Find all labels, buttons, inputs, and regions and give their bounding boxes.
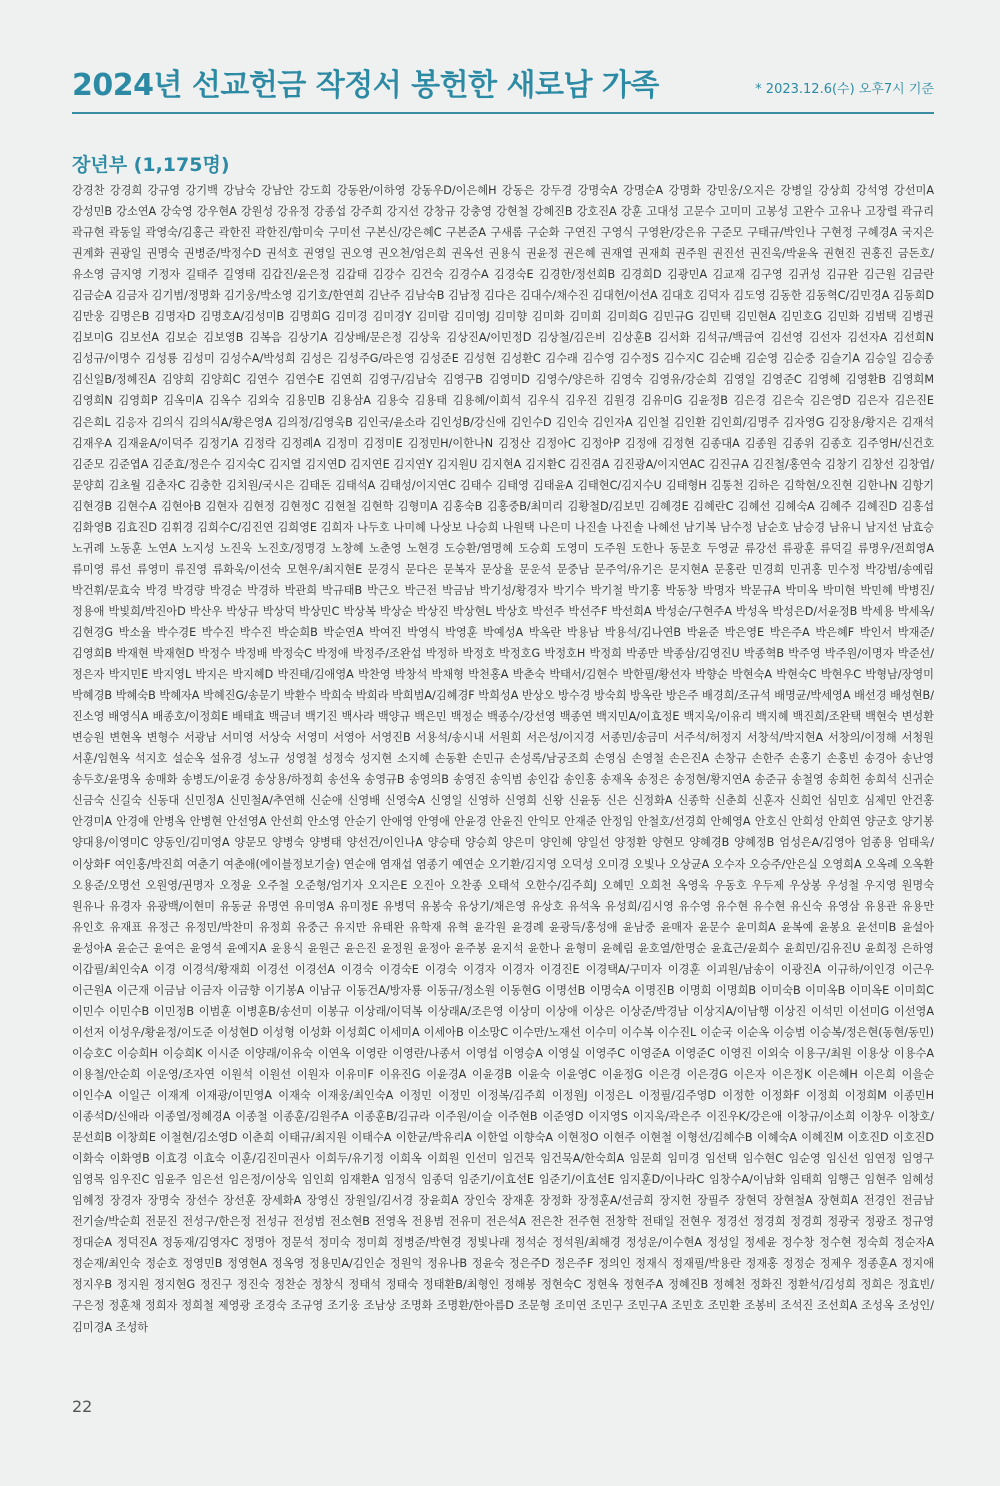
member-name-list: 강경찬 강경희 강규영 강기백 강남숙 강남안 강도희 강동완/이하영 강동우D/이은혜H 강동은 강두경 강명숙A 강명순A 강명화 강민웅/오지은 강병일 강상희 강석영 강선미A 강성민B 강소연A 강숙영 강우현A 강원성 강유정 강종섭 강주희 강지선 강창규 강충영 강현철 강혜진B 강호진A 강훈 고대성 고문수 고미미 고봉성 고완수 고유나 고장렬 곽규리 곽규현 곽동일 곽영숙/김홍근 곽한진 곽한진/함미숙 구미선 구본신/강은혜C 구본준A 구새롬 구순화 구연진 구영식 구영완/강은유 구준모 구태규/박인나 구현정 구혜경A 국지은 권계화 권광일 권명숙 권병준/박정수D 권석호 권영일 권오영 권오천/엄은희 권옥선 권용식 권윤정 권은혜 권재열 권재희 권주원 권진선 권진욱/박윤옥 권현진 권홍진 금돈호/유소영 금지영 기정자 길태주 길영태 김갑진/윤은정 김갑태 김강수 김건숙 김경수A 김경숙E 김경한/정선희B 김경희D 김광민A 김교재 김구영 김귀성 김규완 김근원 김금란 김금순A 김금자 김기범/정명화 김기웅/박소영 김기호/한연희 김난주 김남숙B 김남정 김다은 김대수/채수진 김대헌/이선A 김대호 김덕자 김도영 김동한 김동혁C/김민경A 김동희D 김만웅 김명은B 김명자D 김명호A/김성미B 김명희G 김미경 김미경Y 김미람 김미영J 김미향 김미화 김미희 김미희G 김민규G 김민택 김민현A 김민호G 김민화 김범택 김병권 김보미G 김보선A 김보순 김보영B 김복음 김상기A 김상배/문은정 김상욱 김상진A/이민정D 김상철/김은비 김상훈B 김서화 김석규/백금여 김선영 김선자 김선자A 김선희N 김성규/이명수 김성룡 김성미 김성수A/박성희 김성은 김성주G/라은영 김성준E 김성현 김성환C 김수래 김수영 김수정S 김수지C 김순배 김순영 김순중 김슬기A 김승일 김승종 김신일B/정혜진A 김양희 김양희C 김연수 김연수E 김연희 김영구/김남숙 김영구B 김영미D 김영수/양은하 김영숙 김영유/강순희 김영일 김영준C 김영혜 김영환B 김영희M 김영희N 김영희P 김옥미A 김옥수 김외숙 김용민B 김용삼A 김용숙 김용태 김용혜/이희석 김우식 김우진 김원경 김유미G 김윤정B 김은경 김은숙 김은영D 김은자 김은진E 김은희L 김응자 김의식 김의식A/황은영A 김의정/김영욱B 김인국/윤소라 김인성B/강신애 김인수D 김인숙 김인자A 김인철 김인환 김인희/김명주 김자영G 김장용/황지은 김재석 김재우A 김재윤A/이덕주 김정기A 김정락 김정례A 김정미 김정미E 김정민H/이한나N 김정산 김정아C 김정아P 김정애 김정현 김종대A 김종원 김종위 김종호 김주영H/신건호 김준모 김준엽A 김준효/정은수 김지숙C 김지열 김지연D 김지연E 김지연Y 김지원U 김지현A 김지환C 김진겸A 김진광A/이지연AC 김진규A 김진철/홍연숙 김창기 김창선 김창엽/문양희 김초월 김춘자C 김충한 김치원/국시은 김태돈 김태석A 김태성/이지연C 김태수 김태영 김태윤A 김태현C/김지수U 김태형H 김통천 김하은 김학현/오진현 김한나N 김항기 김현경B 김현수A 김현아B 김현자 김현정 김현정C 김현철 김현학 김형미A 김홍숙B 김홍중B/최미리 김황철D/김보민 김혜경E 김혜란C 김혜선 김혜숙A 김혜주 김혜진D 김홍섭 김화영B 김효진D 김휘경 김희수C/김진연 김희영E 김희자 나두호 나미혜 나상보 나승희 나원택 나은미 나진솔 나진솔 나혜선 남기복 남수정 남순호 남승경 남유니 남지선 남효승 노귀례 노동훈 노연A 노지성 노진욱 노진호/정명경 노창혜 노춘영 노현경 도승환/염명혜 도승희 도영미 도주원 도한나 동문호 두영균 류강선 류광훈 류덕길 류명우/전희영A 류미영 류선 류영미 류진영 류화욱/이선숙 모현우/최지현E 문경식 문다은 문복자 문상율 문운석 문중남 문주억/유기은 문지현A 문홍란 민경희 민귀홍 민수정 박강범/송예림 박건휘/문효숙 박경 박경량 박경순 박경하 박관희 박규태B 박근오 박근전 박금남 박기성/황경자 박기수 박기철 박기홍 박동창 박명자 박문규A 박미옥 박미현 박민혜 박병진/정용애 박빛희/박진아D 박산우 박상규 박상덕 박상민C 박상복 박상순 박상진 박상현L 박상호 박선주 박선주F 박선희A 박성순/구현주A 박성옥 박성은D/서윤정B 박세용 박세옥/김현경G 박소율 박수경E 박수진 박수진 박순희B 박순연A 박여진 박영식 박영훈 박예성A 박옥란 박용남 박용석/김나연B 박윤준 박은영E 박은주A 박은혜F 박인서 박재준/김영희B 박재현 박재현D 박정수 박정배 박정숙C 박정애 박정주/조완섭 박정하 박정호 박정호G 박정호H 박정희 박종만 박종삼/김영진U 박종혁B 박주영 박주원/이명자 박준선/정은자 박지민E 박지영L 박지은 박지혜D 박진태/김애영A 박찬영 박창석 박채형 박천홍A 박춘숙 박태서/김현수 박한필/황선자 박향순 박현숙A 박현숙C 박현우C 박형남/장영미 박혜경B 박혜숙B 박혜자A 박혜진G/송문기 박환수 박희숙 박희라 박희범A/김혜경F 박희성A 반상오 방수경 방숙희 방옥란 방은주 배경희/조규석 배명균/박세영A 배선경 배성현B/진소영 배영식A 배종호/이정희E 배태효 백금녀 백기진 백사라 백양규 백은민 백정순 백종수/강선영 백종연 백지민A/이효정E 백지욱/이유리 백지혜 백진희/조완택 백현숙 변성환 변승원 변현옥 변형수 서광남 서미영 서상숙 서영미 서영아 서영진B 서용석/송시내 서원희 서은성/이지경 서종민/송금미 서주석/허정지 서창석/박지현A 서창의/이정해 서청원 서훈/임현옥 석지호 설순옥 설유경 성노규 성영철 성정숙 성지현 소지혜 손동환 손민규 손성록/남궁조희 손영심 손영철 손은진A 손창규 손한주 손홍기 손홍빈 송경아 송난영 송두호/윤명옥 송매화 송병도/이윤경 송상용/하정희 송선옥 송영규B 송영의B 송영진 송익범 송인갑 송인홍 송재옥 송정은 송정현/황지연A 송준규 송철영 송희헌 송희석 신귀순 신금숙 신길숙 신동대 신민정A 신민철A/추연해 신순애 신영배 신영숙A 신영일 신영하 신영희 신왕 신윤동 신은 신정화A 신종학 신춘희 신훈자 신희언 심민호 심제민 안건홍 안경미A 안경애 안병옥 안병현 안선영A 안선희 안소영 안순기 안애영 안영애 안윤경 안윤진 안익모 안재준 안정임 안철호/선경희 안혜영A 안호신 안희성 안희연 양군호 양기봉 양대용/이영미C 양동인/김미영A 양문모 양병숙 양병태 양선건/이인나A 양승태 양승희 양은미 양인혜 양일선 양정환 양현모 양혜경B 양혜정B 엄성은A/김영아 엄종용 엄태욱/이상화F 여인홍/박진희 여춘기 여춘애(에이블정보기술) 연순애 염재섭 염종기 예연순 오기환/김지영 오덕성 오미경 오빛나 오상균A 오수자 오승주/안은실 오영희A 오옥례 오옥환 오용준/오명선 오원영/권명자 오정윤 오주철 오준형/엄기자 오지은E 오진아 오찬종 오태석 오한수/김주희J 오혜민 오희천 옥영욱 우동호 우두제 우상봉 우성철 우지영 원명숙 원유나 유경자 유광백/이현미 유동균 유명연 유미영A 유미정E 유병덕 유봉숙 유상기/채은영 유상호 유석옥 유성희/김시영 유수영 유수현 유수현 유신숙 유영삼 유용관 유용만 유인호 유재표 유정근 유정민/박찬미 유정희 유중근 유지만 유태완 유학재 유혁 윤각원 윤경례 윤광득/홍성애 윤남중 윤매자 윤문수 윤미희A 윤복예 윤봉요 윤선미B 윤설아 윤성아A 윤순근 윤여은 윤영석 윤예지A 윤용식 윤원근 윤은진 윤정원 윤정아 윤주봉 윤지석 윤한나 윤형미 윤혜림 윤호열/한명순 윤효근/윤희수 윤희민/김유진U 윤희정 은하영 이갑필/최인숙A 이경 이경석/황재희 이경선 이경선A 이경숙 이경숙E 이경숙 이경자 이경자 이경진E 이경택A/구미자 이경훈 이괴원/남송이 이광진A 이규하/이인경 이근우 이근원A 이근재 이금남 이금자 이금향 이기봉A 이남규 이동건A/방자룡 이동규/정소원 이동현G 이명선B 이명숙A 이명진B 이명희 이명희B 이미숙B 이미옥B 이미옥E 이미희C 이민수 이민수B 이민정B 이범훈 이병훈B/송선미 이봉규 이상래/이덕복 이상래A/조은영 이상미 이상애 이상은 이상준/박경남 이상지A/이남행 이상진 이석민 이선미G 이선영A 이선저 이성우/황윤정/이도준 이성현D 이성형 이성화 이성희C 이세미A 이세아B 이소망C 이수만/노재선 이수미 이수복 이수진L 이순국 이순옥 이승범 이승복/정은현(동현/동민) 이승호C 이승희H 이승희K 이시준 이양래/이유숙 이연옥 이영란 이영란/나종서 이영섭 이영승A 이영실 이영주C 이영준A 이영준C 이영진 이외숙 이용구/최원 이용상 이용수A 이용철/안순희 이운영/조자연 이원석 이원선 이원자 이유미F 이유진G 이윤경A 이윤경B 이윤숙 이윤영C 이윤정G 이은경 이은경G 이은자 이은정K 이은혜H 이은희 이을순 이인수A 이일근 이재계 이재광/이민영A 이재숙 이재웅/최인숙A 이정민 이정민 이정복/김주희 이정원J 이정은L 이정필/김주영D 이정한 이정화F 이정희 이정희M 이종민H 이종석D/신애라 이종열/정혜경A 이종철 이종훈/김원주A 이종훈B/김규라 이주원/이슬 이주현B 이준영D 이지영S 이지욱/곽은주 이진우K/강은애 이창규/이소희 이창우 이창호/문선희B 이창희E 이철현/김소영D 이춘희 이태규/최지원 이태수A 이한균/박유리A 이한얼 이향숙A 이현정O 이현주 이현철 이형선/김혜수B 이혜숙A 이혜진M 이호진D 이호진D 이화숙 이화영B 이효경 이효숙 이훈/김진미권사 이희두/유기정 이희옥 이희원 인선미 임건묵 임건묵A/한숙희A 임문희 임미경 임선택 임수현C 임순영 임신선 임연정 임영구 임영목 임우진C 임윤주 임은선 임은정/이상욱 임인희 임재환A 임정식 임종덕 임준기/이효선E 임준기/이효선E 임지훈D/이나라C 임창수A/이남화 임태희 임행근 임현주 임혜성 임혜정 장경자 장명숙 장선수 장선훈 장세화A 장영신 장원일/김서경 장윤희A 장인숙 장재훈 장정화 장정훈A/선금희 장지헌 장필주 장현덕 장현철A 장현희A 전경인 전금남 전기술/박순희 전문진 전성구/한은정 전성규 전성범 전소현B 전영옥 전용범 전유미 전은석A 전은찬 전주현 전창학 전태일 전현우 정경선 정경희 정경희 정광국 정광조 정규영 정대순A 정덕진A 정동재/김영자C 정명아 정문석 정미숙 정미희 정병준/박현경 정빛나래 정석순 정석원/최해경 정성운/이수현A 정성일 정세윤 정수창 정수현 정숙희 정순자A 정순재/최인숙 정순호 정영민B 정영현A 정옥영 정용민A/김인순 정원익 정유나B 정윤숙 정은주D 정은주F 정의인 정재식 정재필/박용란 정재홍 정정순 정제우 정종훈A 정지애 정지우B 정지원 정지현G 정진구 정진숙 정찬순 정창식 정태석 정태숙 정태환B/최형인 정해봉 정현숙C 정현옥 정현주A 정혜진B 정혜천 정화진 정환석/김성희 정희은 정효빈/구은정 정훈채 정희자 정희철 제영광 조경숙 조규영 조기웅 조남상 조명화 조명환/한아름D 조문형 조미연 조민구 조민구A 조민호 조민환 조봉비 조석진 조선희A 조성옥 조성인/김미경A 조성하 [72,184,934,1334]
date-note: * 2023.12.6(수) 오후7시 기준 [755,82,934,97]
page-header [72,58,934,114]
page-number: 22 [72,1397,93,1416]
page-title: 2024년 선교헌금 작정서 봉헌한 새로남 가족 [72,68,659,103]
section-title: 장년부 (1,175명) [72,154,230,176]
